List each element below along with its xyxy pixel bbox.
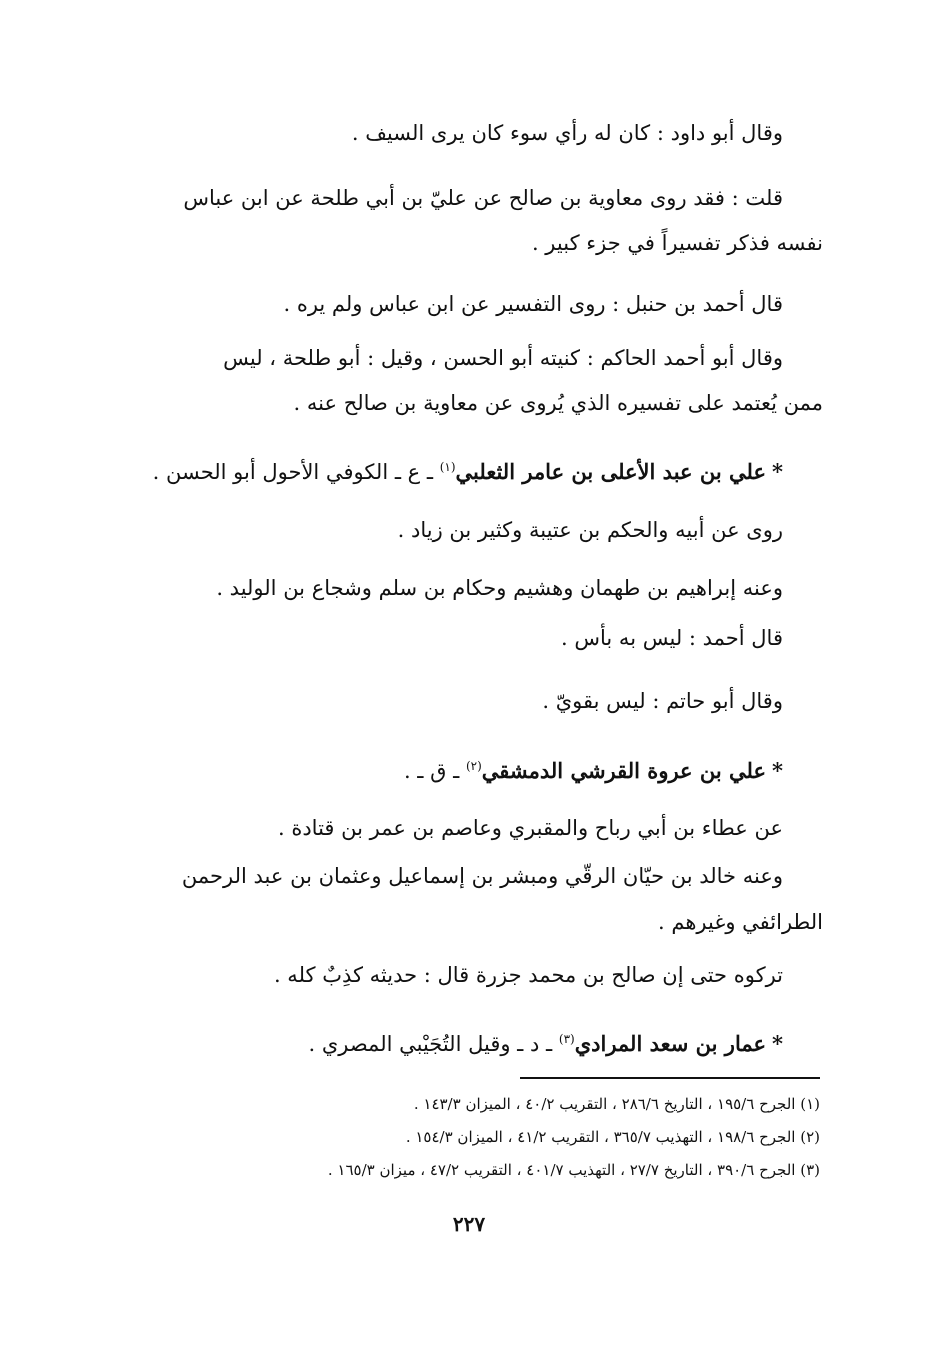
entry-marker: * [772,758,783,783]
entry-name: علي بن عبد الأعلى بن عامر الثعلبي [455,459,767,484]
entry-details: ـ ق ـ . [403,759,460,783]
text-line: قال أحمد بن حنبل : روى التفسير عن ابن عباس ولم يره . [283,292,783,316]
text-line: الطرائفي وغيرهم . [658,910,823,934]
entry-name: عمار بن سعد المرادي [574,1031,767,1056]
footnote-ref: (٣) [558,1032,575,1046]
text-line: روى عن أبيه والحكم بن عتيبة وكثير بن زياد . [397,518,783,542]
footnote-ref: (١) [439,460,456,474]
footnote-divider [520,1077,820,1079]
entry-marker: * [772,1031,783,1056]
entry-details: ـ ع ـ الكوفي الأحول أبو الحسن . [152,460,434,484]
footnote: (١) الجرح ١٩٥/٦ ، التاريخ ٢٨٦/٦ ، التقريب ٤٠/٢ ، الميزان ١٤٣/٣ . [413,1095,820,1113]
text-line: ممن يُعتمد على تفسيره الذي يُروى عن معاوية بن صالح عنه . [293,391,823,415]
entry-name: علي بن عروة القرشي الدمشقي [481,758,767,783]
entry-heading [113,1024,783,1059]
entry-marker: * [772,459,783,484]
page-number: ٢٢٧ [452,1212,486,1236]
text-line: قال أحمد : ليس به بأس . [561,626,783,650]
text-line: وعنه إبراهيم بن طهمان وهشيم وحكام بن سلم وشجاع بن الوليد . [216,576,783,600]
footnote: (٢) الجرح ١٩٨/٦ ، التهذيب ٣٦٥/٧ ، التقريب ٤١/٢ ، الميزان ١٥٤/٣ . [405,1128,820,1146]
text-line: تركوه حتى إن صالح بن محمد جزرة قال : حديثه كذِبٌ كله . [273,963,783,987]
text-line: عن عطاء بن أبي رباح والمقبري وعاصم بن عمر بن قتادة . [277,816,783,840]
text-line: وقال أبو أحمد الحاكم : كنيته أبو الحسن ، وقيل : أبو طلحة ، ليس [223,346,783,370]
text-line: وعنه خالد بن حيّان الرقّي ومبشر بن إسماعيل وعثمان بن عبد الرحمن [181,864,783,888]
entry-details: ـ د ـ وقيل التُجَيْبي المصري . [308,1032,553,1056]
text-line: نفسه فذكر تفسيراً في جزء كبير . [531,231,823,255]
text-line: وقال أبو داود : كان له رأي سوء كان يرى السيف . [351,121,783,145]
entry-heading [113,452,783,487]
footnote: (٣) الجرح ٣٩٠/٦ ، التاريخ ٢٧/٧ ، التهذيب ٤٠١/٧ ، التقريب ٤٧/٢ ، ميزان ١٦٥/٣ . [327,1161,820,1179]
entry-heading [113,751,783,786]
footnote-ref: (٢) [465,759,482,773]
text-line: وقال أبو حاتم : ليس بقويّ . [542,689,783,713]
text-line: قلت : فقد روى معاوية بن صالح عن عليّ بن أبي طلحة عن ابن عباس [183,186,783,210]
